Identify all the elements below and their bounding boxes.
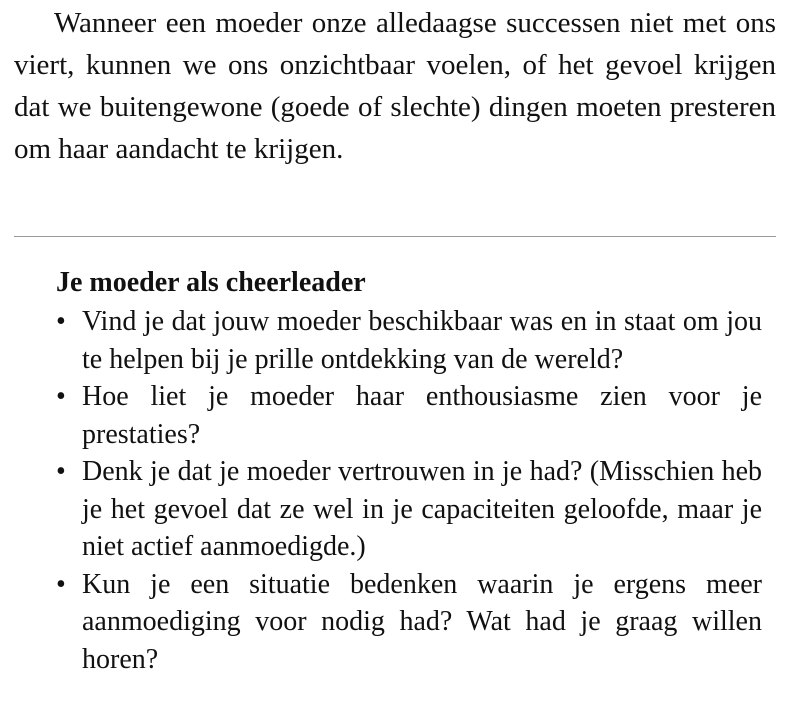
box-title: Je moeder als cheerleader [56,267,366,298]
question-text: Denk je dat je moeder vertrouwen in je had? (Misschien heb je het gevoel dat ze wel in je capaciteiten geloofde, maar je niet actief aanmoedigde.) [82,456,762,562]
question-list [56,303,762,678]
bullet-icon: • [56,456,66,487]
bullet-icon: • [56,568,66,600]
reflection-box [56,264,762,678]
question-item [56,566,762,679]
question-item [56,453,762,566]
question-text: Hoe liet je moeder haar enthousiasme zien voor je prestaties? [82,381,762,450]
question-item [56,303,762,378]
section-divider [14,236,776,237]
question-item [56,378,762,453]
question-text: Kun je een situatie bedenken waarin je ergens meer aanmoediging voor nodig had? Wat had je graag willen horen? [82,568,762,675]
bullet-icon: • [56,381,66,412]
intro-paragraph: Wanneer een moeder onze alledaagse successen niet met ons viert, kunnen we ons onzichtbaar voelen, of het gevoel krijgen dat we buitengewone (goede of slechte) dingen moeten presteren om haar aandacht te krijgen. [14,7,776,165]
bullet-icon: • [56,306,66,337]
question-text: Vind je dat jouw moeder beschikbaar was en in staat om jou te helpen bij je prille ontdekking van de wereld? [82,306,762,375]
